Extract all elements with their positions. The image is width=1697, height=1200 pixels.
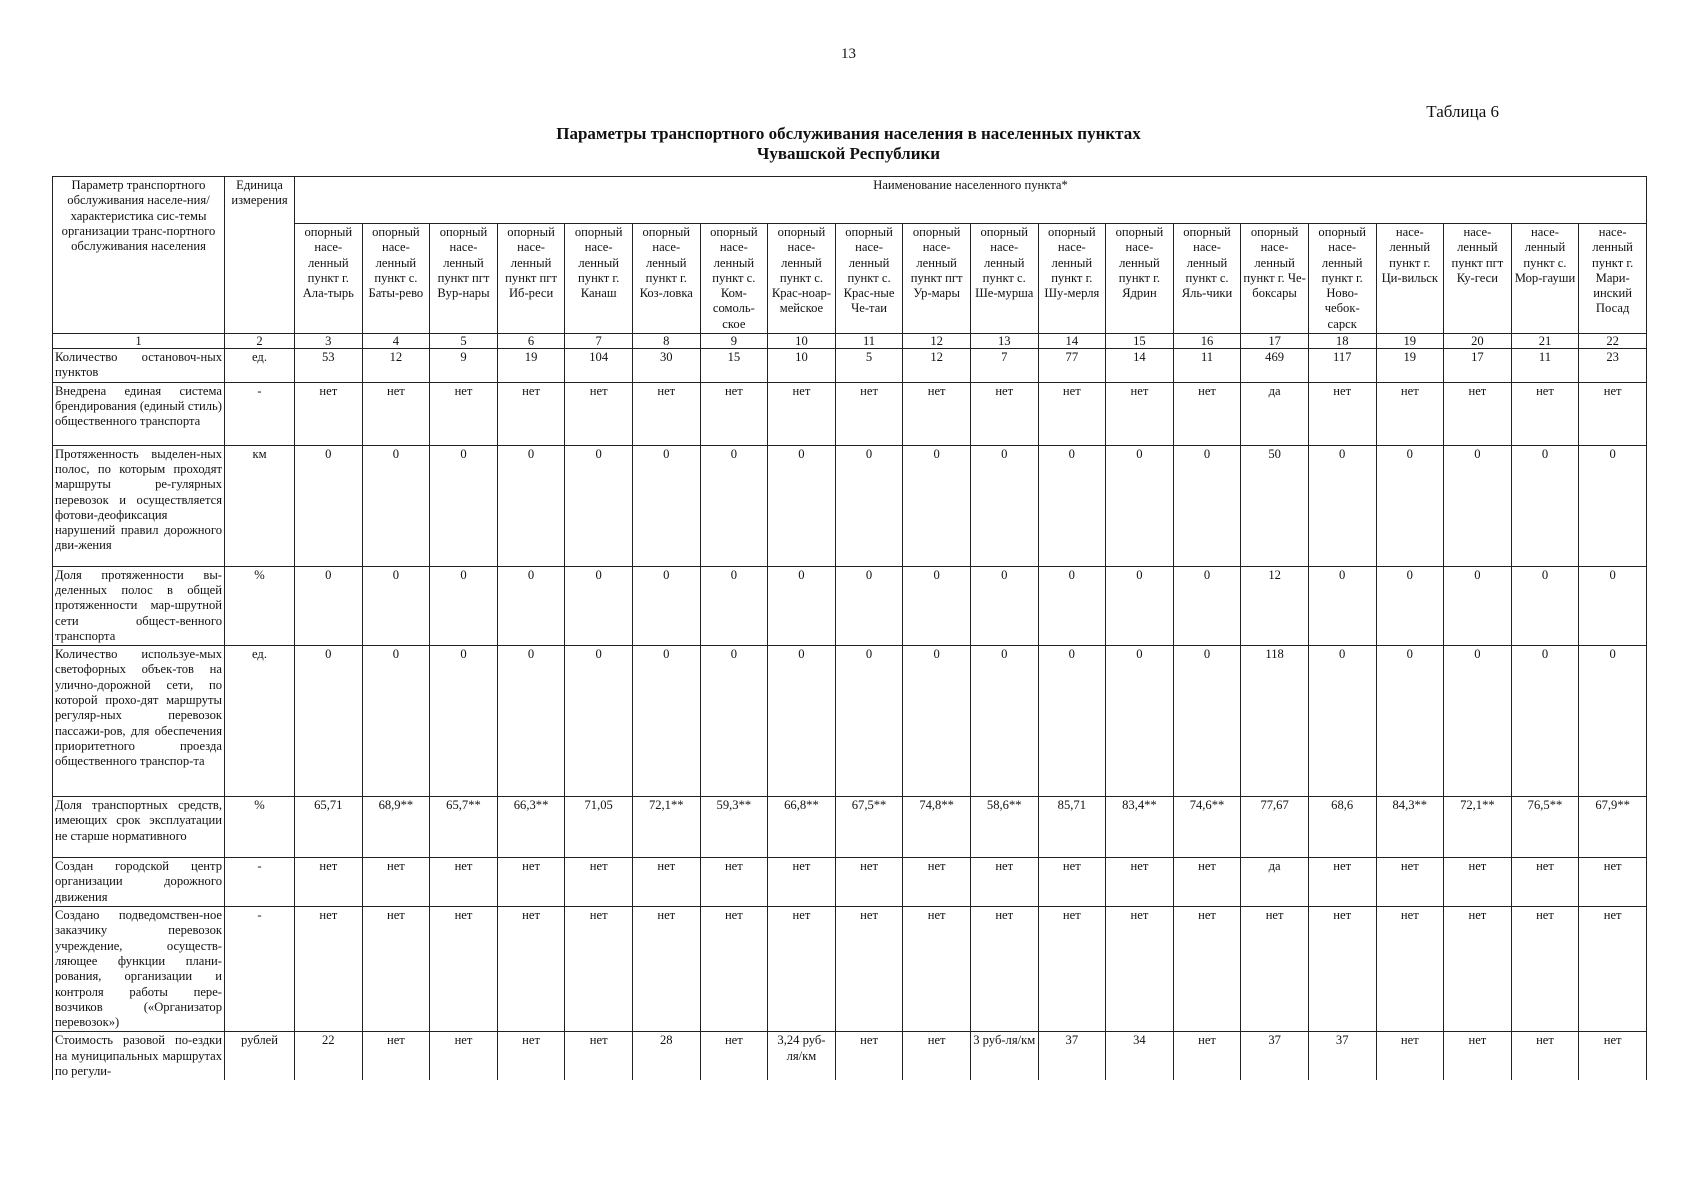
value-cell: 0: [1308, 646, 1376, 797]
column-number: 15: [1106, 334, 1174, 349]
value-cell: 9: [430, 349, 498, 383]
value-cell: нет: [768, 907, 836, 1032]
value-cell: нет: [632, 382, 700, 445]
row-unit: -: [225, 907, 295, 1032]
value-cell: нет: [835, 1032, 903, 1080]
value-cell: 0: [295, 646, 363, 797]
column-number: 19: [1376, 334, 1444, 349]
settlement-header: опорный насе-ленный пункт г. Ядрин: [1106, 224, 1174, 334]
value-cell: 0: [768, 646, 836, 797]
settlement-header: опорный насе-ленный пункт с. Крас-ноар-мейское: [768, 224, 836, 334]
value-cell: нет: [1038, 382, 1106, 445]
value-cell: 68,6: [1308, 797, 1376, 858]
row-unit: %: [225, 797, 295, 858]
value-cell: нет: [970, 907, 1038, 1032]
value-cell: нет: [903, 1032, 971, 1080]
table-row: [53, 566, 1647, 645]
value-cell: 0: [768, 445, 836, 566]
value-cell: 72,1**: [1444, 797, 1512, 858]
value-cell: 23: [1579, 349, 1647, 383]
value-cell: нет: [1173, 858, 1241, 907]
value-cell: 0: [1579, 445, 1647, 566]
header-unit: Единица измерения: [225, 177, 295, 334]
value-cell: нет: [1173, 382, 1241, 445]
page-number: 13: [841, 46, 856, 62]
row-unit: %: [225, 566, 295, 645]
value-cell: 65,71: [295, 797, 363, 858]
settlement-header: опорный насе-ленный пункт г. Ново-чебок-сарск: [1308, 224, 1376, 334]
value-cell: 0: [903, 566, 971, 645]
value-cell: 0: [430, 445, 498, 566]
value-cell: 66,3**: [497, 797, 565, 858]
column-number: 3: [295, 334, 363, 349]
column-number: 22: [1579, 334, 1647, 349]
title-line-1: Параметры транспортного обслуживания населения в населенных пунктах: [556, 124, 1141, 143]
value-cell: нет: [1106, 907, 1174, 1032]
settlement-header: опорный насе-ленный пункт пгт Иб-реси: [497, 224, 565, 334]
row-unit: рублей: [225, 1032, 295, 1080]
value-cell: 0: [1579, 566, 1647, 645]
value-cell: 0: [1106, 646, 1174, 797]
value-cell: 30: [632, 349, 700, 383]
settlement-header: опорный насе-ленный пункт с. Ше-мурша: [970, 224, 1038, 334]
value-cell: 66,8**: [768, 797, 836, 858]
value-cell: 0: [970, 566, 1038, 645]
value-cell: нет: [295, 382, 363, 445]
value-cell: 59,3**: [700, 797, 768, 858]
value-cell: нет: [970, 382, 1038, 445]
value-cell: 0: [1376, 445, 1444, 566]
value-cell: нет: [430, 1032, 498, 1080]
value-cell: нет: [1106, 382, 1174, 445]
value-cell: нет: [1173, 907, 1241, 1032]
column-number: 20: [1444, 334, 1512, 349]
settlement-header: насе-ленный пункт г. Мари-инский Посад: [1579, 224, 1647, 334]
value-cell: 7: [970, 349, 1038, 383]
row-parameter: Создан городской центр организации дорожного движения: [53, 858, 225, 907]
value-cell: нет: [1511, 1032, 1579, 1080]
value-cell: нет: [362, 858, 430, 907]
value-cell: 0: [497, 445, 565, 566]
value-cell: нет: [1241, 907, 1309, 1032]
value-cell: 117: [1308, 349, 1376, 383]
value-cell: 0: [970, 646, 1038, 797]
value-cell: 3 руб-ля/км: [970, 1032, 1038, 1080]
value-cell: 34: [1106, 1032, 1174, 1080]
table-row: [53, 445, 1647, 566]
value-cell: 0: [1376, 566, 1444, 645]
value-cell: нет: [700, 1032, 768, 1080]
column-number: 11: [835, 334, 903, 349]
value-cell: 0: [632, 566, 700, 645]
column-number: 8: [632, 334, 700, 349]
settlement-header: опорный насе-ленный пункт г. Шу-мерля: [1038, 224, 1106, 334]
value-cell: 0: [295, 566, 363, 645]
value-cell: нет: [565, 907, 633, 1032]
value-cell: 0: [295, 445, 363, 566]
row-unit: -: [225, 858, 295, 907]
value-cell: нет: [1376, 907, 1444, 1032]
value-cell: 0: [1106, 566, 1174, 645]
header-param: Параметр транспортного обслуживания населе-ния/характеристика сис-темы организации транс-портного обслуживания населения: [53, 177, 225, 334]
value-cell: 0: [1173, 646, 1241, 797]
row-parameter: Доля протяженности вы-деленных полос в общей протяженности мар-шрутной сети общест-венного транспорта: [53, 566, 225, 645]
value-cell: 68,9**: [362, 797, 430, 858]
value-cell: 14: [1106, 349, 1174, 383]
value-cell: 12: [362, 349, 430, 383]
value-cell: нет: [1376, 382, 1444, 445]
value-cell: нет: [430, 382, 498, 445]
column-number: 6: [497, 334, 565, 349]
table-label: Таблица 6: [1426, 102, 1499, 121]
settlement-header: насе-ленный пункт пгт Ку-геси: [1444, 224, 1512, 334]
value-cell: 0: [565, 646, 633, 797]
value-cell: 5: [835, 349, 903, 383]
value-cell: нет: [1173, 1032, 1241, 1080]
value-cell: 37: [1241, 1032, 1309, 1080]
value-cell: 17: [1444, 349, 1512, 383]
value-cell: нет: [1038, 858, 1106, 907]
value-cell: 85,71: [1038, 797, 1106, 858]
value-cell: 83,4**: [1106, 797, 1174, 858]
value-cell: 53: [295, 349, 363, 383]
value-cell: 0: [1308, 445, 1376, 566]
column-number: 4: [362, 334, 430, 349]
value-cell: нет: [1444, 382, 1512, 445]
value-cell: нет: [497, 907, 565, 1032]
value-cell: 0: [768, 566, 836, 645]
settlement-header: опорный насе-ленный пункт г. Коз-ловка: [632, 224, 700, 334]
value-cell: нет: [565, 1032, 633, 1080]
value-cell: 0: [1038, 566, 1106, 645]
value-cell: нет: [632, 907, 700, 1032]
value-cell: нет: [1444, 1032, 1512, 1080]
value-cell: нет: [1579, 382, 1647, 445]
value-cell: нет: [1308, 907, 1376, 1032]
row-parameter: Создано подведомствен-ное заказчику перевозок учреждение, осуществ-ляющее функции плани-рования, организации и контроля работы пере-возчиков («Организатор перевозок»): [53, 907, 225, 1032]
value-cell: нет: [903, 382, 971, 445]
value-cell: 76,5**: [1511, 797, 1579, 858]
value-cell: 0: [362, 445, 430, 566]
value-cell: 118: [1241, 646, 1309, 797]
value-cell: 74,8**: [903, 797, 971, 858]
table-row: [53, 382, 1647, 445]
value-cell: 0: [565, 566, 633, 645]
value-cell: 0: [1511, 566, 1579, 645]
value-cell: 0: [903, 646, 971, 797]
value-cell: нет: [362, 907, 430, 1032]
settlement-header: насе-ленный пункт г. Ци-вильск: [1376, 224, 1444, 334]
value-cell: нет: [1511, 382, 1579, 445]
value-cell: 0: [700, 445, 768, 566]
value-cell: 10: [768, 349, 836, 383]
table-row: [53, 797, 1647, 858]
table-body: [53, 349, 1647, 1081]
value-cell: нет: [903, 907, 971, 1032]
column-number: 1: [53, 334, 225, 349]
value-cell: нет: [430, 858, 498, 907]
table-title: [0, 124, 1697, 164]
value-cell: 0: [565, 445, 633, 566]
value-cell: 0: [632, 445, 700, 566]
value-cell: 72,1**: [632, 797, 700, 858]
column-number: 12: [903, 334, 971, 349]
value-cell: нет: [1579, 907, 1647, 1032]
value-cell: 67,5**: [835, 797, 903, 858]
column-number: 9: [700, 334, 768, 349]
value-cell: 74,6**: [1173, 797, 1241, 858]
column-number: 2: [225, 334, 295, 349]
column-number: 7: [565, 334, 633, 349]
value-cell: нет: [362, 1032, 430, 1080]
column-number: 21: [1511, 334, 1579, 349]
settlement-header: опорный насе-ленный пункт пгт Ур-мары: [903, 224, 971, 334]
value-cell: нет: [835, 382, 903, 445]
value-cell: 11: [1173, 349, 1241, 383]
row-unit: ед.: [225, 646, 295, 797]
value-cell: да: [1241, 858, 1309, 907]
value-cell: нет: [632, 858, 700, 907]
value-cell: 0: [1106, 445, 1174, 566]
value-cell: 0: [1038, 646, 1106, 797]
column-number: 16: [1173, 334, 1241, 349]
value-cell: нет: [497, 382, 565, 445]
value-cell: 77: [1038, 349, 1106, 383]
table-row: [53, 646, 1647, 797]
row-parameter: Внедрена единая система брендирования (единый стиль) общественного транспорта: [53, 382, 225, 445]
header-settlement-group: Наименование населенного пункта*: [295, 177, 1647, 224]
value-cell: 50: [1241, 445, 1309, 566]
row-unit: ед.: [225, 349, 295, 383]
column-number: 14: [1038, 334, 1106, 349]
settlement-header: опорный насе-ленный пункт с. Ком-сомоль-ское: [700, 224, 768, 334]
value-cell: нет: [835, 907, 903, 1032]
settlement-header: опорный насе-ленный пункт с. Крас-ные Че-таи: [835, 224, 903, 334]
settlement-header: опорный насе-ленный пункт г. Ала-тырь: [295, 224, 363, 334]
value-cell: 0: [497, 646, 565, 797]
column-number: 13: [970, 334, 1038, 349]
value-cell: 0: [430, 566, 498, 645]
value-cell: 0: [1038, 445, 1106, 566]
value-cell: 0: [1511, 646, 1579, 797]
value-cell: 0: [1579, 646, 1647, 797]
value-cell: 0: [835, 566, 903, 645]
value-cell: 37: [1038, 1032, 1106, 1080]
value-cell: 0: [970, 445, 1038, 566]
table-row: [53, 1032, 1647, 1080]
value-cell: 67,9**: [1579, 797, 1647, 858]
column-number: 5: [430, 334, 498, 349]
value-cell: нет: [903, 858, 971, 907]
value-cell: нет: [1308, 382, 1376, 445]
value-cell: нет: [497, 1032, 565, 1080]
value-cell: 58,6**: [970, 797, 1038, 858]
value-cell: 0: [1376, 646, 1444, 797]
value-cell: 0: [1173, 445, 1241, 566]
value-cell: 0: [497, 566, 565, 645]
value-cell: 0: [700, 566, 768, 645]
value-cell: 22: [295, 1032, 363, 1080]
settlement-header: опорный насе-ленный пункт с. Баты-рево: [362, 224, 430, 334]
column-number-row: [53, 334, 1647, 349]
value-cell: 28: [632, 1032, 700, 1080]
value-cell: нет: [565, 382, 633, 445]
value-cell: 12: [903, 349, 971, 383]
settlement-header: опорный насе-ленный пункт г. Че-боксары: [1241, 224, 1309, 334]
value-cell: нет: [295, 858, 363, 907]
value-cell: нет: [497, 858, 565, 907]
table-row: [53, 907, 1647, 1032]
value-cell: нет: [700, 382, 768, 445]
value-cell: нет: [1579, 1032, 1647, 1080]
column-number: 18: [1308, 334, 1376, 349]
row-parameter: Протяженность выделен-ных полос, по которым проходят маршруты ре-гулярных перевозок и осуществляется фотови-деофиксация нарушений правил дорожного дви-жения: [53, 445, 225, 566]
row-parameter: Количество остановоч-ных пунктов: [53, 349, 225, 383]
settlement-header: насе-ленный пункт с. Мор-гауши: [1511, 224, 1579, 334]
settlement-header: опорный насе-ленный пункт с. Яль-чики: [1173, 224, 1241, 334]
value-cell: 0: [1444, 566, 1512, 645]
value-cell: 11: [1511, 349, 1579, 383]
value-cell: 469: [1241, 349, 1309, 383]
value-cell: 0: [1444, 445, 1512, 566]
value-cell: нет: [1511, 858, 1579, 907]
value-cell: нет: [1444, 858, 1512, 907]
value-cell: нет: [700, 858, 768, 907]
column-number: 17: [1241, 334, 1309, 349]
row-parameter: Стоимость разовой по-ездки на муниципальных маршрутах по регули-: [53, 1032, 225, 1080]
value-cell: 0: [430, 646, 498, 797]
value-cell: нет: [700, 907, 768, 1032]
value-cell: нет: [565, 858, 633, 907]
value-cell: нет: [295, 907, 363, 1032]
value-cell: нет: [1038, 907, 1106, 1032]
value-cell: нет: [970, 858, 1038, 907]
value-cell: нет: [1511, 907, 1579, 1032]
value-cell: 0: [362, 566, 430, 645]
settlement-header: опорный насе-ленный пункт г. Канаш: [565, 224, 633, 334]
row-parameter: Доля транспортных средств, имеющих срок эксплуатации не старше нормативного: [53, 797, 225, 858]
value-cell: 0: [903, 445, 971, 566]
value-cell: нет: [362, 382, 430, 445]
value-cell: да: [1241, 382, 1309, 445]
settlement-header: опорный насе-ленный пункт пгт Вур-нары: [430, 224, 498, 334]
value-cell: нет: [1579, 858, 1647, 907]
value-cell: 84,3**: [1376, 797, 1444, 858]
value-cell: 12: [1241, 566, 1309, 645]
value-cell: 0: [835, 445, 903, 566]
value-cell: нет: [1444, 907, 1512, 1032]
value-cell: 19: [497, 349, 565, 383]
column-number: 10: [768, 334, 836, 349]
value-cell: 0: [362, 646, 430, 797]
value-cell: нет: [1106, 858, 1174, 907]
value-cell: нет: [835, 858, 903, 907]
value-cell: 0: [1173, 566, 1241, 645]
value-cell: нет: [1308, 858, 1376, 907]
value-cell: 37: [1308, 1032, 1376, 1080]
value-cell: 0: [835, 646, 903, 797]
value-cell: 77,67: [1241, 797, 1309, 858]
transport-parameters-table: [52, 176, 1647, 1080]
value-cell: 65,7**: [430, 797, 498, 858]
value-cell: 0: [700, 646, 768, 797]
value-cell: нет: [768, 858, 836, 907]
value-cell: 0: [632, 646, 700, 797]
value-cell: 15: [700, 349, 768, 383]
title-line-2: Чувашской Республики: [756, 144, 941, 163]
value-cell: 19: [1376, 349, 1444, 383]
value-cell: 0: [1511, 445, 1579, 566]
value-cell: 71,05: [565, 797, 633, 858]
value-cell: 104: [565, 349, 633, 383]
value-cell: нет: [1376, 1032, 1444, 1080]
value-cell: нет: [768, 382, 836, 445]
value-cell: 0: [1308, 566, 1376, 645]
row-parameter: Количество используе-мых светофорных объек-тов на улично-дорожной сети, по которой прохо-дят маршруты регуляр-ных перевозок пассажи-ров, для обеспечения приоритетного проезда общественного транспор-та: [53, 646, 225, 797]
row-unit: км: [225, 445, 295, 566]
value-cell: 3,24 руб-ля/км: [768, 1032, 836, 1080]
table-row: [53, 858, 1647, 907]
value-cell: 0: [1444, 646, 1512, 797]
value-cell: нет: [1376, 858, 1444, 907]
table-row: [53, 349, 1647, 383]
value-cell: нет: [430, 907, 498, 1032]
row-unit: -: [225, 382, 295, 445]
